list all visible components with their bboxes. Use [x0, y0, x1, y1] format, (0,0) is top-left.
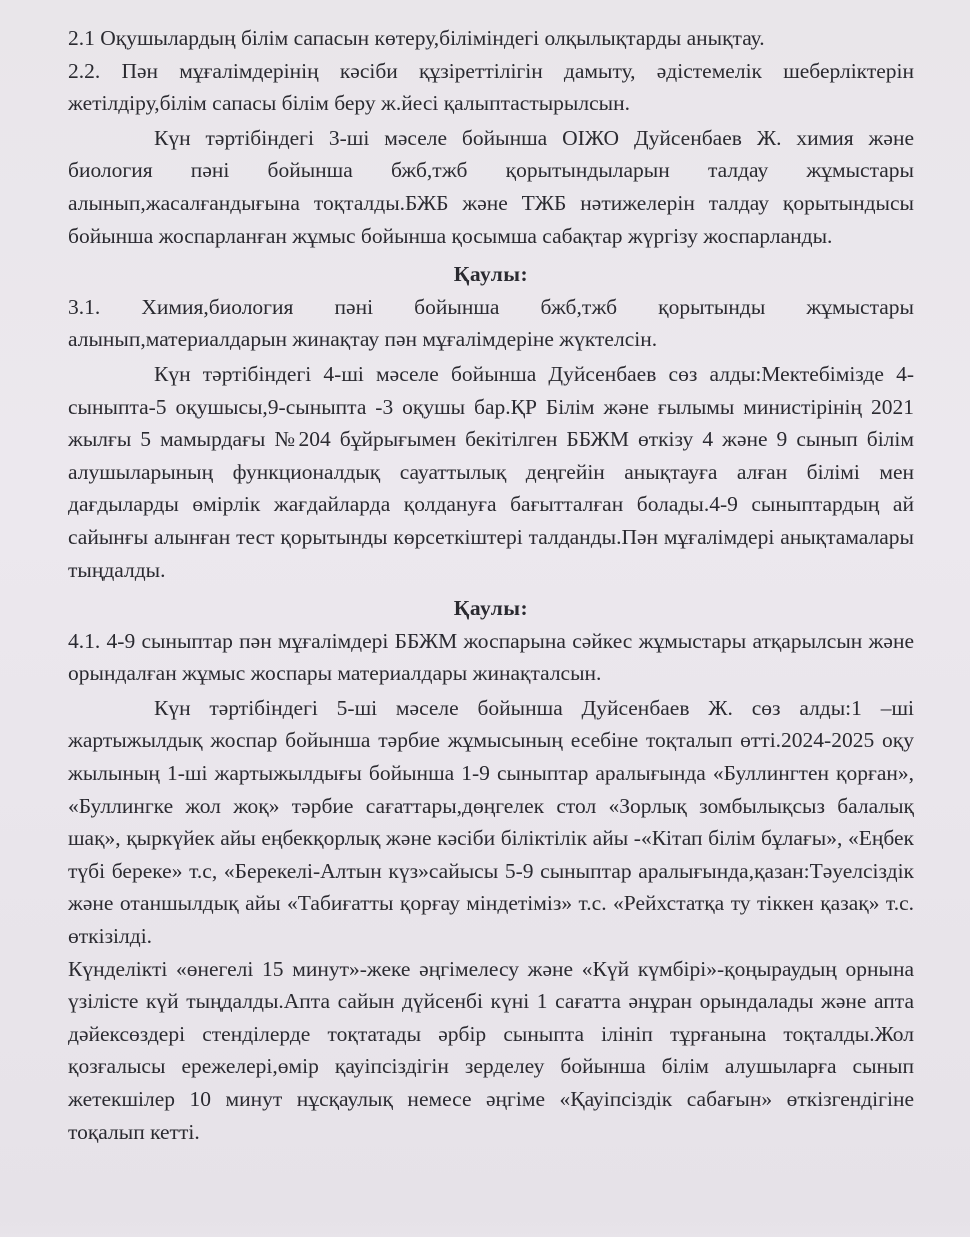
- agenda-paragraph: Күн тәртібіндегі 5-ші мәселе бойынша Дуйсенбаев Ж. сөз алды:1 –ші жартыжылдық жоспар бойынша тәрбие жұмысының есебіне тоқталып өтті.2024-2025 оқу жылының 1-ші жартыжылдығы бойынша 1-9 сыныптар аралығында «Буллингтен қорған», «Буллингке жол жоқ» тәрбие сағаттары,дөңгелек стол «Зорлық зомбылықсыз балалық шақ», қыркүйек айы еңбекқорлық және кәсіби біліктілік айы -«Кітап білім бұлағы», «Еңбек түбі береке» т.с, «Берекелі-Алтын күз»сайысы 5-9 сыныптар аралығында,қазан:Тәуелсіздік және отаншылдық айы «Табиғатты қорғау міндетіміз» т.с. «Рейхстатқа ту тіккен қазақ» т.с. өткізілді.: [68, 695, 914, 949]
- agenda-paragraph: Күн тәртібіндегі 3-ші мәселе бойынша ОІЖО Дуйсенбаев Ж. химия және биология пәні бойынша бжб,тжб қорытындыларын талдау жұмыстары алынып,жасалғандығына тоқталды.БЖБ және ТЖБ нәтижелерін талдау қорытындысы бойынша жоспарланған жұмыс бойынша қосымша сабақтар жүргізу жоспарланды.: [68, 125, 914, 248]
- numbered-paragraph: 3.1. Химия,биология пәні бойынша бжб,тжб қорытынды жұмыстары алынып,материалдарын жинақтау пән мұғалімдеріне жүктелсін.: [68, 294, 914, 352]
- numbered-paragraph: 2.1 Оқушылардың білім сапасын көтеру,біліміндегі олқылықтарды анықтау.: [68, 26, 765, 50]
- resolution-heading: Қаулы:: [453, 262, 529, 287]
- agenda-paragraph: Күн тәртібіндегі 4-ші мәселе бойынша Дуйсенбаев сөз алды:Мектебімізде 4-сыныпта-5 оқушысы,9-сыныпта -3 оқушы бар.ҚР Білім және ғылымы министірінің 2021 жылғы 5 мамырдағы №204 бұйрығымен бекітілген ББЖМ өткізу 4 және 9 сынып білім алушыларының функционалдық сауаттылық деңгейін анықтауға алған білімі мен дағдыларды өмірлік жағдайларда қолдануға бағытталған болады.4-9 сыныптардың ай сайынғы алынған тест қорытынды көрсеткіштері талданды.Пән мұғалімдері анықтамалары тыңдалды.: [68, 361, 914, 582]
- numbered-paragraph: Күнделікті «өнегелі 15 минут»-жеке әңгімелесу және «Күй күмбірі»-қоңыраудың орнына үзілісте күй тыңдалды.Апта сайын дүйсенбі күні 1 сағатта әнұран орындалады және апта дәйексөздері стенділерде тоқтатады әрбір сыныпта ілініп тұрғанына тоқталды.Жол қозғалысы ережелері,өмір қауіпсіздігін зерделеу бойынша білім алушыларға сынып жетекшілер 10 минут нұсқаулық немесе әңгіме «Қауіпсіздік сабағын» өткізгендігіне тоқалып кетті.: [68, 956, 914, 1144]
- resolution-heading: Қаулы:: [453, 596, 529, 621]
- numbered-paragraph: 2.2. Пән мұғалімдерінің кәсіби құзіреттілігін дамыту, әдістемелік шеберліктерін жетілдіру,білім сапасы білім беру ж.йесі қалыптастырылсын.: [68, 58, 914, 116]
- numbered-paragraph: 4.1. 4-9 сыныптар пән мұғалімдері ББЖМ жоспарына сәйкес жұмыстары атқарылсын және орындалған жұмыс жоспары материалдары жинақталсын.: [68, 628, 914, 686]
